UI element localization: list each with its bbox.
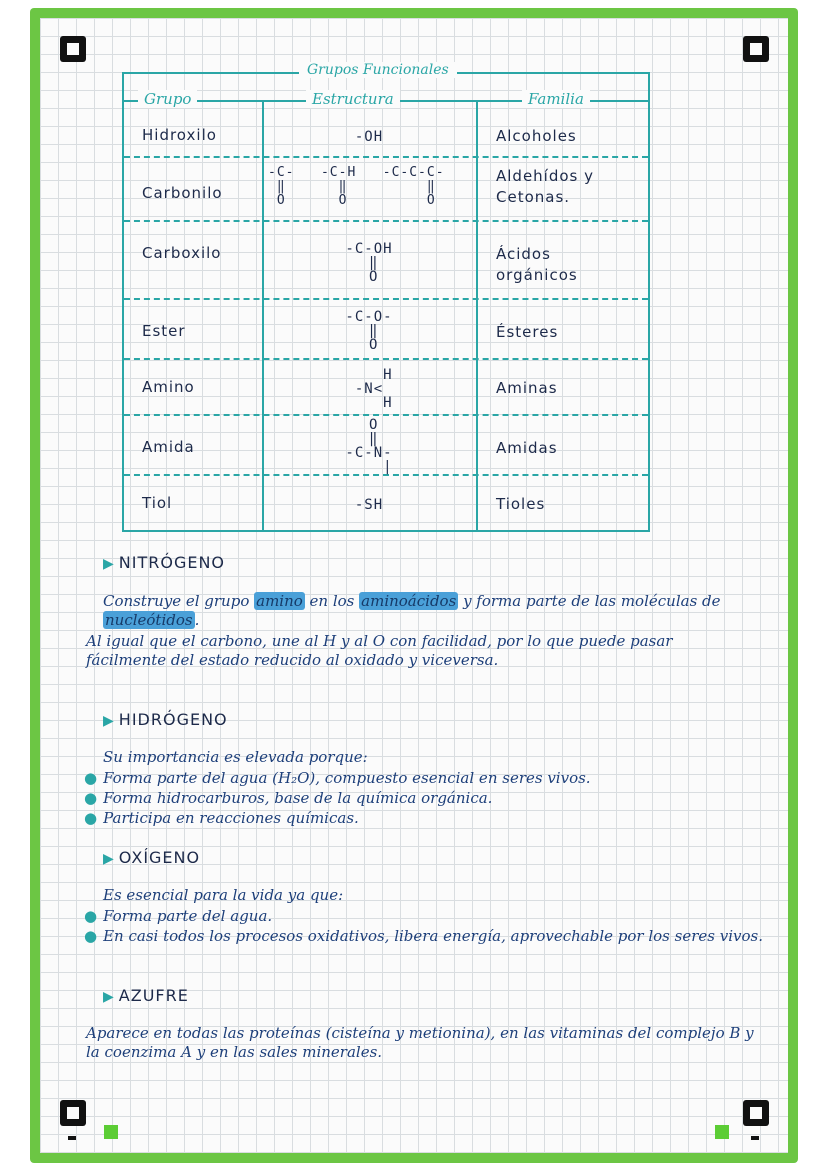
header-structure: Estructura	[306, 90, 400, 108]
row-group-amida: Amida	[142, 438, 195, 456]
row-family-ester: Ésteres	[496, 323, 559, 341]
row-divider	[124, 220, 648, 222]
green-marker-right	[715, 1125, 729, 1139]
row-family-carbonilo: Aldehídos y Cetonas.	[496, 167, 595, 206]
row-structure-carboxilo: -C-OH ‖ O	[345, 241, 393, 285]
row-family-tiol: Tioles	[496, 495, 546, 513]
nitrogeno-paragraph-1: Construye el grupo amino en los aminoácidos y forma parte de las moléculas de nucleótidos .	[103, 592, 721, 629]
row-structure-amida: O ‖ -C-N- |	[345, 417, 393, 475]
row-group-ester: Ester	[142, 322, 186, 340]
functional-groups-table	[122, 62, 650, 532]
header-family: Familia	[522, 90, 590, 108]
row-group-carbonilo: Carbonilo	[142, 184, 223, 202]
header-group: Grupo	[138, 90, 197, 108]
row-family-hidroxilo: Alcoholes	[496, 127, 577, 145]
section-heading-nitrogeno: ▶ NITRÓGENO	[103, 553, 226, 572]
triangle-bullet-icon: ▶	[103, 713, 115, 729]
corner-marker-top-right	[743, 36, 769, 62]
oxigeno-bullet-list	[84, 906, 764, 946]
row-structure-hidroxilo: -OH	[354, 129, 384, 145]
row-structure-amino: H -N< H	[354, 367, 393, 411]
green-marker-left	[104, 1125, 118, 1139]
row-family-carboxilo: Ácidos orgánicos	[496, 245, 578, 284]
hidrogeno-bullet-list	[84, 768, 764, 828]
row-structure-ester: -C-O- ‖ O	[345, 309, 393, 353]
azufre-paragraph: Aparece en todas las proteínas (cisteína y metionina), en las vitaminas del complejo B y la coenzima A y en las sales minerales.	[86, 1024, 754, 1061]
column-divider-2	[476, 100, 478, 530]
list-item: ● Participa en reacciones químicas.	[84, 809, 359, 827]
oxigeno-intro: Es esencial para la vida ya que:	[103, 886, 344, 904]
list-item: ● Forma hidrocarburos, base de la química orgánica.	[84, 789, 493, 807]
row-divider	[124, 358, 648, 360]
row-divider	[124, 298, 648, 300]
table-title: Grupos Funcionales	[299, 62, 457, 78]
nitrogeno-paragraph-2: Al igual que el carbono, une al H y al O con facilidad, por lo que puede pasar fácilmente del estado reducido al oxidado y viceversa.	[86, 632, 673, 669]
row-group-tiol: Tiol	[142, 494, 173, 512]
section-heading-azufre: ▶ AZUFRE	[103, 986, 189, 1005]
row-family-amida: Amidas	[496, 439, 558, 457]
corner-marker-top-left	[60, 36, 86, 62]
list-item: ● Forma parte del agua (H₂O), compuesto esencial en seres vivos.	[84, 769, 591, 787]
row-group-carboxilo: Carboxilo	[142, 244, 222, 262]
row-divider	[124, 414, 648, 416]
triangle-bullet-icon: ▶	[103, 851, 115, 867]
row-group-amino: Amino	[142, 378, 195, 396]
list-item: ● En casi todos los procesos oxidativos, libera energía, aprovechable por los seres vivos.	[84, 927, 763, 945]
corner-marker-bottom-left	[60, 1100, 86, 1126]
section-heading-oxigeno: ▶ OXÍGENO	[103, 848, 201, 867]
row-family-amino: Aminas	[496, 379, 558, 397]
list-item: ● Forma parte del agua.	[84, 907, 273, 925]
row-structure-carbonilo: -C- -C-H -C-C-C- ‖ ‖ ‖ O O O	[268, 165, 445, 208]
row-structure-tiol: -SH	[354, 497, 384, 513]
section-heading-hidrogeno: ▶ HIDRÓGENO	[103, 710, 228, 729]
triangle-bullet-icon: ▶	[103, 989, 115, 1005]
marker-bar-right	[751, 1136, 759, 1140]
corner-marker-bottom-right	[743, 1100, 769, 1126]
triangle-bullet-icon: ▶	[103, 556, 115, 572]
hidrogeno-intro: Su importancia es elevada porque:	[103, 748, 368, 766]
row-group-hidroxilo: Hidroxilo	[142, 126, 217, 144]
row-divider	[124, 156, 648, 158]
marker-bar-left	[68, 1136, 76, 1140]
